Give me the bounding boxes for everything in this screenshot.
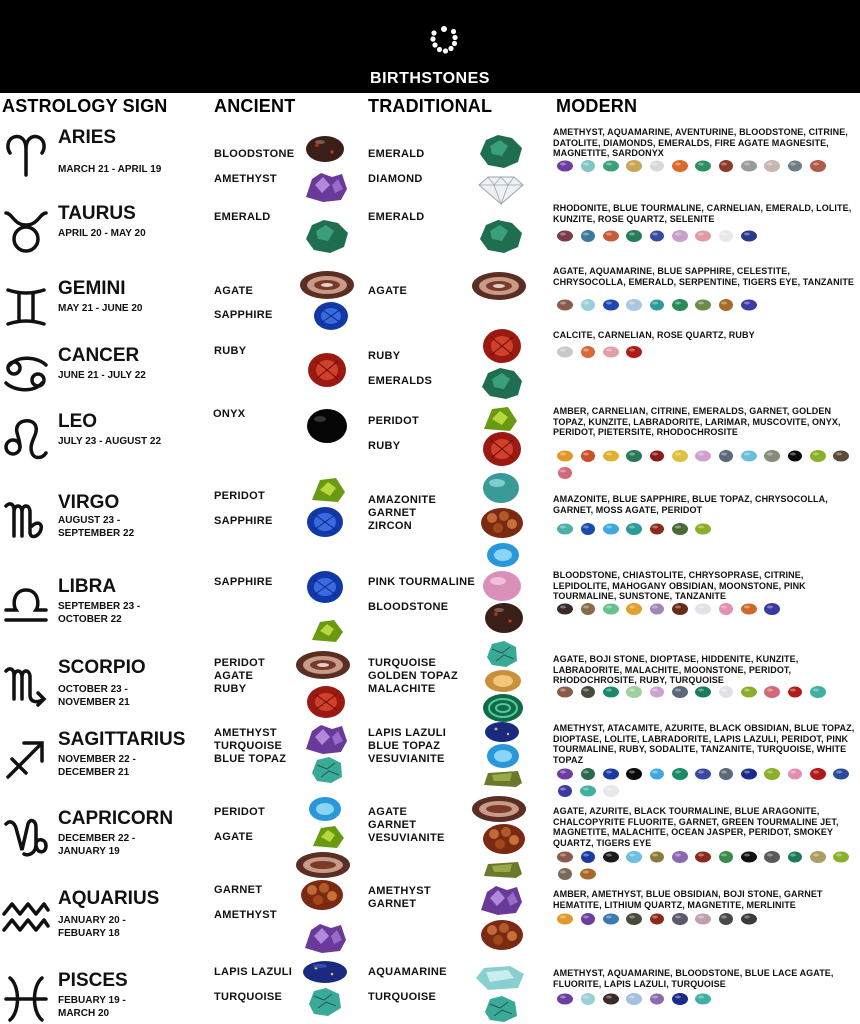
modern-gem-thumbnail <box>694 522 712 536</box>
sign-dates: JANUARY 20 - FEBUARY 18 <box>58 915 126 939</box>
modern-gem-thumbnail <box>602 767 620 781</box>
modern-gem-thumbnail <box>625 767 643 781</box>
traditional-stone: RUBY <box>368 350 401 362</box>
modern-gem-thumbnail <box>648 602 666 616</box>
modern-gem-thumbnail <box>648 850 666 864</box>
modern-gem-thumbnail <box>694 685 712 699</box>
traditional-stone: AGATE <box>368 806 408 818</box>
bloodstone-gem-image <box>484 602 524 634</box>
amethyst-gem-image <box>303 169 349 203</box>
modern-gem-thumbnail <box>625 159 643 173</box>
amethyst-gem-image <box>478 882 524 916</box>
traditional-stone: GARNET <box>368 819 417 831</box>
traditional-stone: PERIDOT <box>368 415 419 427</box>
modern-gem-thumbnail <box>625 522 643 536</box>
ancient-stone: LAPIS LAZULI <box>214 966 293 978</box>
modern-gem-thumbnail <box>809 449 827 463</box>
garnet-gem-image <box>300 878 344 912</box>
ruby-gem-image <box>306 685 346 719</box>
modern-gem-thumbnail <box>648 522 666 536</box>
ancient-stone: AGATE <box>214 285 254 297</box>
bloodstone-gem-image <box>305 135 345 163</box>
traditional-stone: VESUVIANITE <box>368 753 445 765</box>
ancient-stone: PERIDOT <box>214 490 265 502</box>
modern-gem-thumbnail <box>579 229 597 243</box>
sign-name: LIBRA <box>58 576 117 597</box>
modern-gem-thumbnail <box>625 992 643 1006</box>
ancient-stone: PERIDOT <box>214 806 265 818</box>
modern-stones: AGATE, BOJI STONE, DIOPTASE, HIDDENITE, KUNZITE, LABRADORITE, MALACHITE, MOONSTONE, PERIDOT, RHODOCHROSITE, RUBY, TURQUOISE <box>553 654 799 685</box>
modern-gem-strip <box>556 159 856 173</box>
modern-gem-thumbnail <box>648 912 666 926</box>
sagittarius-icon <box>2 735 50 781</box>
ancient-stone: AGATE <box>214 831 254 843</box>
modern-gem-thumbnail <box>671 767 689 781</box>
libra-icon <box>2 582 50 628</box>
modern-gem-thumbnail <box>740 298 758 312</box>
modern-gem-thumbnail <box>556 992 574 1006</box>
amethyst-gem-image <box>303 721 349 755</box>
lapis-lazuli-gem-image <box>484 721 520 743</box>
sign-name: TAURUS <box>58 203 136 224</box>
modern-gem-strip <box>556 345 856 359</box>
modern-gem-thumbnail <box>602 449 620 463</box>
modern-gem-thumbnail <box>786 449 804 463</box>
modern-gem-thumbnail <box>602 602 620 616</box>
ancient-stone: SAPPHIRE <box>214 515 273 527</box>
ruby-gem-image <box>307 352 347 388</box>
modern-stones: AMAZONITE, BLUE SAPPHIRE, BLUE TOPAZ, CHRYSOCOLLA, GARNET, MOSS AGATE, PERIDOT <box>553 494 828 515</box>
sign-dates: DECEMBER 22 - JANUARY 19 <box>58 833 136 857</box>
modern-gem-thumbnail <box>625 685 643 699</box>
modern-gem-thumbnail <box>556 522 574 536</box>
ancient-stone: BLOODSTONE <box>214 148 295 160</box>
cancer-icon <box>2 351 50 397</box>
garnet-gem-image <box>482 822 526 856</box>
modern-gem-thumbnail <box>740 449 758 463</box>
ancient-stone: SAPPHIRE <box>214 576 273 588</box>
ancient-stone: AMETHYST <box>214 727 277 739</box>
traditional-stone: AMAZONITE <box>368 494 437 506</box>
ancient-stone: RUBY <box>214 683 247 695</box>
modern-gem-thumbnail <box>671 685 689 699</box>
header-bar <box>0 0 860 93</box>
peridot-gem-image <box>480 403 520 433</box>
modern-gem-thumbnail <box>602 992 620 1006</box>
traditional-stone: GARNET <box>368 898 417 910</box>
modern-gem-strip <box>556 602 856 616</box>
modern-gem-thumbnail <box>763 602 781 616</box>
blue-topaz-gem-image <box>308 796 342 822</box>
modern-gem-thumbnail <box>763 449 781 463</box>
ruby-gem-image <box>482 431 522 467</box>
peridot-gem-image <box>308 616 346 644</box>
modern-gem-thumbnail <box>809 159 827 173</box>
modern-gem-thumbnail <box>579 992 597 1006</box>
modern-gem-thumbnail <box>602 850 620 864</box>
garnet-gem-image <box>480 506 524 540</box>
ancient-stone: AMETHYST <box>214 173 277 185</box>
modern-gem-thumbnail <box>832 449 850 463</box>
virgo-icon <box>2 498 50 544</box>
modern-gem-thumbnail <box>671 522 689 536</box>
brand-title: BIRTHSTONES <box>370 70 490 87</box>
emerald-gem-image <box>478 365 524 401</box>
modern-gem-strip <box>556 522 856 536</box>
modern-gem-thumbnail <box>763 850 781 864</box>
modern-gem-thumbnail <box>671 159 689 173</box>
traditional-stone: ZIRCON <box>368 520 412 532</box>
leo-icon <box>2 417 50 463</box>
modern-gem-thumbnail <box>602 298 620 312</box>
modern-gem-thumbnail <box>740 850 758 864</box>
amethyst-gem-image <box>302 920 348 954</box>
vesuvianite-gem-image <box>482 769 524 789</box>
gemini-icon <box>2 284 50 330</box>
traditional-stone: EMERALD <box>368 148 425 160</box>
modern-stones: AMBER, CARNELIAN, CITRINE, EMERALDS, GARNET, GOLDEN TOPAZ, KUNZITE, LABRADORITE, LARIMAR, MUSCOVITE, ONYX, PERIDOT, PIETERSITE, RHODOCHROSITE <box>553 406 841 437</box>
modern-gem-thumbnail <box>740 159 758 173</box>
modern-gem-thumbnail <box>717 767 735 781</box>
aquarius-icon <box>2 894 50 940</box>
modern-gem-thumbnail <box>556 229 574 243</box>
modern-gem-thumbnail <box>625 345 643 359</box>
modern-gem-thumbnail <box>671 449 689 463</box>
traditional-stone: BLOODSTONE <box>368 601 449 613</box>
modern-gem-thumbnail <box>579 912 597 926</box>
sign-dates: APRIL 20 - MAY 20 <box>58 228 146 239</box>
modern-stones: AMETHYST, AQUAMARINE, AVENTURINE, BLOODSTONE, CITRINE, DATOLITE, DIAMONDS, EMERALDS, FIRE AGATE MAGNESITE, MAGNETITE, SARDONYX <box>553 127 848 158</box>
onyx-gem-image <box>306 408 348 444</box>
modern-gem-thumbnail <box>579 685 597 699</box>
golden-topaz-gem-image <box>484 669 522 693</box>
bracelet-icon <box>429 26 459 56</box>
modern-gem-thumbnail <box>648 767 666 781</box>
sapphire-gem-image <box>306 570 344 604</box>
sign-dates: SEPTEMBER 23 - OCTOBER 22 <box>58 601 141 625</box>
modern-gem-thumbnail <box>671 298 689 312</box>
sign-name: LEO <box>58 411 98 432</box>
sign-dates: MARCH 21 - APRIL 19 <box>58 164 162 175</box>
traditional-stone: PINK TOURMALINE <box>368 576 475 588</box>
modern-gem-thumbnail <box>717 602 735 616</box>
modern-gem-thumbnail <box>556 298 574 312</box>
modern-gem-thumbnail <box>648 229 666 243</box>
ancient-stone: RUBY <box>214 345 247 357</box>
modern-stones: AMBER, AMETHYST, BLUE OBSIDIAN, BOJI STONE, GARNET HEMATITE, LITHIUM QUARTZ, MAGNETITE, MERLINITE <box>553 889 823 910</box>
sign-dates: FEBUARY 19 - MARCH 20 <box>58 995 126 1019</box>
zircon-gem-image <box>486 542 520 568</box>
modern-gem-thumbnail <box>694 159 712 173</box>
modern-gem-thumbnail <box>602 784 620 798</box>
modern-gem-thumbnail <box>579 784 597 798</box>
modern-gem-thumbnail <box>556 602 574 616</box>
modern-gem-thumbnail <box>648 992 666 1006</box>
modern-gem-strip <box>556 767 856 798</box>
modern-gem-thumbnail <box>717 298 735 312</box>
modern-gem-thumbnail <box>717 449 735 463</box>
sign-name: SCORPIO <box>58 657 146 678</box>
modern-gem-thumbnail <box>602 345 620 359</box>
modern-gem-strip <box>556 992 856 1006</box>
modern-gem-thumbnail <box>671 229 689 243</box>
peridot-gem-image <box>308 474 348 504</box>
modern-gem-thumbnail <box>602 229 620 243</box>
modern-stones: AGATE, AQUAMARINE, BLUE SAPPHIRE, CELESTITE, CHRYSOCOLLA, EMERALD, SERPENTINE, TIGERS EYE, TANZANITE <box>553 266 855 287</box>
modern-gem-thumbnail <box>625 850 643 864</box>
blue-topaz-gem-image <box>486 743 520 769</box>
modern-gem-thumbnail <box>556 912 574 926</box>
ancient-stone: PERIDOT <box>214 657 265 669</box>
traditional-stone: DIAMOND <box>368 173 423 185</box>
modern-gem-thumbnail <box>694 850 712 864</box>
modern-gem-thumbnail <box>556 449 574 463</box>
pink-tourmaline-gem-image <box>482 570 522 602</box>
column-header-traditional: TRADITIONAL <box>368 96 493 116</box>
traditional-stone: TURQUOISE <box>368 657 437 669</box>
traditional-stone: GOLDEN TOPAZ <box>368 670 458 682</box>
modern-gem-thumbnail <box>602 522 620 536</box>
sign-name: ARIES <box>58 127 117 148</box>
modern-gem-thumbnail <box>556 159 574 173</box>
traditional-stone: AGATE <box>368 285 408 297</box>
emerald-gem-image <box>476 217 524 255</box>
sign-name: CANCER <box>58 345 140 366</box>
garnet-gem-image <box>480 918 524 952</box>
modern-gem-thumbnail <box>556 767 574 781</box>
modern-gem-thumbnail <box>579 159 597 173</box>
ancient-stone: GARNET <box>214 884 263 896</box>
modern-gem-thumbnail <box>717 159 735 173</box>
modern-gem-thumbnail <box>625 602 643 616</box>
modern-gem-thumbnail <box>625 298 643 312</box>
modern-gem-thumbnail <box>648 298 666 312</box>
modern-gem-strip <box>556 298 856 312</box>
modern-gem-thumbnail <box>786 850 804 864</box>
modern-gem-thumbnail <box>579 298 597 312</box>
modern-gem-thumbnail <box>694 298 712 312</box>
ancient-stone: AMETHYST <box>214 909 277 921</box>
modern-gem-thumbnail <box>556 345 574 359</box>
modern-gem-thumbnail <box>625 449 643 463</box>
modern-gem-thumbnail <box>694 912 712 926</box>
modern-gem-thumbnail <box>556 784 574 798</box>
modern-gem-strip <box>556 229 856 243</box>
modern-gem-thumbnail <box>602 159 620 173</box>
ancient-stone: AGATE <box>214 670 254 682</box>
column-header-modern: MODERN <box>556 96 638 116</box>
sign-name: AQUARIUS <box>58 888 160 909</box>
modern-gem-thumbnail <box>579 345 597 359</box>
agate-gem-image <box>298 269 356 301</box>
sign-dates: AUGUST 23 - SEPTEMBER 22 <box>58 515 135 539</box>
modern-gem-thumbnail <box>556 685 574 699</box>
modern-gem-strip <box>556 685 856 699</box>
ancient-stone: EMERALD <box>214 211 271 223</box>
column-header-ancient: ANCIENT <box>214 96 296 116</box>
diamond-gem-image <box>476 175 526 205</box>
modern-gem-thumbnail <box>740 912 758 926</box>
ancient-stone: TURQUOISE <box>214 740 283 752</box>
modern-gem-thumbnail <box>625 229 643 243</box>
modern-gem-thumbnail <box>556 466 574 480</box>
modern-gem-thumbnail <box>717 912 735 926</box>
turquoise-gem-image <box>484 639 520 669</box>
sign-dates: JULY 23 - AUGUST 22 <box>58 436 162 447</box>
ancient-stone: ONYX <box>213 408 246 420</box>
modern-gem-thumbnail <box>602 912 620 926</box>
modern-gem-thumbnail <box>740 602 758 616</box>
modern-gem-thumbnail <box>579 449 597 463</box>
ancient-stone: TURQUOISE <box>214 991 283 1003</box>
turquoise-gem-image <box>482 994 520 1024</box>
modern-stones: AMETHYST, AQUAMARINE, BLOODSTONE, BLUE LACE AGATE, FLUORITE, LAPIS LAZULI, TURQUOISE <box>553 968 834 989</box>
traditional-stone: BLUE TOPAZ <box>368 740 441 752</box>
modern-gem-thumbnail <box>694 992 712 1006</box>
modern-gem-thumbnail <box>694 602 712 616</box>
sign-name: SAGITTARIUS <box>58 729 186 750</box>
sign-dates: MAY 21 - JUNE 20 <box>58 303 143 314</box>
modern-gem-thumbnail <box>763 159 781 173</box>
sign-dates: OCTOBER 23 - NOVEMBER 21 <box>58 684 130 708</box>
pisces-icon <box>2 976 50 1022</box>
modern-gem-thumbnail <box>832 850 850 864</box>
modern-gem-strip <box>556 850 856 881</box>
ancient-stone: BLUE TOPAZ <box>214 753 287 765</box>
modern-gem-thumbnail <box>648 159 666 173</box>
emerald-gem-image <box>302 217 350 255</box>
traditional-stone: AQUAMARINE <box>368 966 447 978</box>
modern-stones: RHODONITE, BLUE TOURMALINE, CARNELIAN, EMERALD, LOLITE, KUNZITE, ROSE QUARTZ, SELENITE <box>553 203 852 224</box>
sapphire-gem-image <box>306 506 344 538</box>
traditional-stone: GARNET <box>368 507 417 519</box>
modern-gem-thumbnail <box>671 850 689 864</box>
traditional-stone: MALACHITE <box>368 683 436 695</box>
lapis-lazuli-gem-image <box>302 960 348 984</box>
modern-gem-thumbnail <box>579 867 597 881</box>
turquoise-gem-image <box>309 755 345 785</box>
traditional-stone: TURQUOISE <box>368 991 437 1003</box>
traditional-stone: RUBY <box>368 440 401 452</box>
modern-gem-thumbnail <box>832 767 850 781</box>
modern-gem-thumbnail <box>579 602 597 616</box>
turquoise-gem-image <box>306 986 344 1018</box>
modern-gem-thumbnail <box>740 685 758 699</box>
agate-gem-image <box>470 794 528 824</box>
scorpio-icon <box>2 663 50 709</box>
modern-gem-thumbnail <box>786 685 804 699</box>
sign-name: VIRGO <box>58 492 120 513</box>
peridot-gem-image <box>309 822 347 850</box>
modern-gem-thumbnail <box>556 867 574 881</box>
agate-gem-image <box>470 270 528 302</box>
taurus-icon <box>2 209 50 255</box>
modern-gem-thumbnail <box>648 449 666 463</box>
modern-stones: BLOODSTONE, CHIASTOLITE, CHRYSOPRASE, CITRINE, LEPIDOLITE, MAHOGANY OBSIDIAN, MOONSTONE, PINK TOURMALINE, SUNSTONE, TANZANITE <box>553 570 806 601</box>
sign-dates: JUNE 21 - JULY 22 <box>58 370 146 381</box>
sign-dates: NOVEMBER 22 - DECEMBER 21 <box>58 754 136 778</box>
modern-gem-thumbnail <box>809 767 827 781</box>
modern-gem-thumbnail <box>809 685 827 699</box>
modern-gem-thumbnail <box>763 685 781 699</box>
ruby-gem-image <box>482 328 522 364</box>
modern-gem-thumbnail <box>694 767 712 781</box>
modern-gem-thumbnail <box>763 767 781 781</box>
sign-name: PISCES <box>58 970 128 991</box>
ancient-stone: SAPPHIRE <box>214 309 273 321</box>
modern-gem-thumbnail <box>717 229 735 243</box>
modern-gem-thumbnail <box>809 850 827 864</box>
sapphire-gem-image <box>313 301 349 331</box>
modern-stones: AMETHYST, ATACAMITE, AZURITE, BLACK OBSIDIAN, BLUE TOPAZ, DIOPTASE, LOLITE, LABRADORITE, LAPIS LAZULI, PERIDOT, PINK TOURMALINE, RUBY, SODALITE, TANZANITE, TURQUOISE, WHITE TOPAZ <box>553 723 855 765</box>
modern-stones: AGATE, AZURITE, BLACK TOURMALINE, BLUE ARAGONITE, CHALCOPYRITE FLUORITE, GARNET, GREEN TOURMALINE JET, MAGNETITE, MALACHITE, OCEAN JASPER, PERIDOT, SMOKEY QUARTZ, TIGERS EYE <box>553 806 839 848</box>
agate-gem-image <box>294 649 352 681</box>
column-header-sign: ASTROLOGY SIGN <box>2 96 168 116</box>
modern-gem-thumbnail <box>579 850 597 864</box>
agate-gem-image <box>294 850 352 880</box>
modern-gem-thumbnail <box>671 992 689 1006</box>
capricorn-icon <box>2 814 50 860</box>
modern-gem-thumbnail <box>740 229 758 243</box>
modern-gem-thumbnail <box>786 767 804 781</box>
modern-stones: CALCITE, CARNELIAN, ROSE QUARTZ, RUBY <box>553 330 755 340</box>
modern-gem-thumbnail <box>556 850 574 864</box>
modern-gem-thumbnail <box>648 685 666 699</box>
modern-gem-thumbnail <box>694 449 712 463</box>
modern-gem-thumbnail <box>740 767 758 781</box>
modern-gem-thumbnail <box>717 850 735 864</box>
modern-gem-strip <box>556 449 856 480</box>
traditional-stone: LAPIS LAZULI <box>368 727 447 739</box>
modern-gem-thumbnail <box>579 767 597 781</box>
modern-gem-thumbnail <box>671 602 689 616</box>
modern-gem-thumbnail <box>786 159 804 173</box>
emerald-gem-image <box>476 132 524 170</box>
aquamarine-gem-image <box>474 964 526 992</box>
modern-gem-thumbnail <box>717 685 735 699</box>
sign-name: GEMINI <box>58 278 126 299</box>
traditional-stone: AMETHYST <box>368 885 431 897</box>
traditional-stone: EMERALDS <box>368 375 433 387</box>
vesuvianite-gem-image <box>482 860 524 880</box>
modern-gem-thumbnail <box>694 229 712 243</box>
malachite-gem-image <box>482 693 524 723</box>
traditional-stone: EMERALD <box>368 211 425 223</box>
modern-gem-strip <box>556 912 856 926</box>
aries-icon <box>2 133 50 179</box>
modern-gem-thumbnail <box>671 912 689 926</box>
modern-gem-thumbnail <box>579 522 597 536</box>
sign-name: CAPRICORN <box>58 808 174 829</box>
modern-gem-thumbnail <box>625 912 643 926</box>
traditional-stone: VESUVIANITE <box>368 832 445 844</box>
modern-gem-thumbnail <box>602 685 620 699</box>
amazonite-gem-image <box>482 472 520 504</box>
